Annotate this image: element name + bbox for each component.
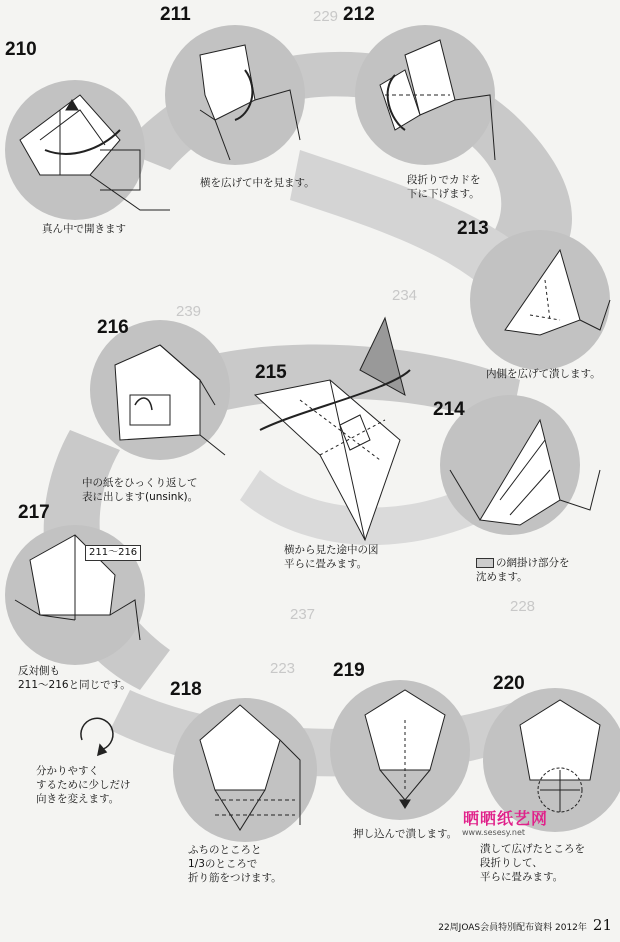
footer-text: 22周JOAS会員特別配布資料 2012年 (438, 923, 587, 933)
ghost-number: 239 (176, 303, 202, 320)
ghost-number: 229 (313, 8, 339, 25)
page-number: 21 (592, 916, 612, 934)
step-215-caption: 横から見た途中の図 平らに畳みます。 (284, 544, 379, 570)
watermark-logo: 晒晒纸艺网 (463, 809, 549, 828)
step-212-caption: 段折りでカドを 下に下げます。 (407, 174, 481, 200)
step-number-211: 211 (160, 4, 191, 25)
step-214-caption: の網掛け部分を 沈めます。 (476, 557, 570, 583)
step-219-caption: 押し込んで潰します。 (353, 828, 458, 840)
side-note: 分かりやすく するために少しだけ 向きを変えます。 (36, 765, 131, 805)
step-number-220: 220 (493, 673, 525, 694)
step-number-217: 217 (18, 502, 50, 523)
ghost-number: 234 (392, 287, 418, 304)
step-217-caption: 反対側も 211～216と同じです。 (18, 665, 131, 691)
step-number-214: 214 (433, 399, 465, 420)
step-number-218: 218 (170, 679, 202, 700)
step-number-216: 216 (97, 317, 129, 338)
step-217-ref-box: 211～216 (85, 545, 141, 561)
rotate-icon (81, 718, 113, 755)
shaded-area-legend (476, 558, 494, 568)
step-number-213: 213 (457, 218, 489, 239)
step-number-210: 210 (5, 39, 37, 60)
step-216-caption: 中の紙をひっくり返して 表に出します(unsink)。 (82, 477, 199, 503)
step-211-caption: 横を広げて中を見ます。 (200, 177, 315, 189)
step-220-caption: 潰して広げたところを 段折りして、 平らに畳みます。 (480, 843, 585, 883)
step-number-219: 219 (333, 660, 365, 681)
ghost-number: 228 (510, 598, 536, 615)
page-footer (438, 916, 612, 934)
step-number-215: 215 (255, 362, 287, 383)
ghost-number: 237 (290, 606, 316, 623)
step-number-212: 212 (343, 4, 375, 25)
watermark-url: www.sesesy.net (462, 828, 526, 837)
step-210-caption: 真ん中で開きます (42, 223, 126, 235)
ghost-number: 223 (270, 660, 296, 677)
step-218-caption: ふちのところと 1/3のところで 折り筋をつけます。 (188, 844, 282, 884)
step-213-caption: 内側を広げて潰します。 (486, 368, 601, 380)
